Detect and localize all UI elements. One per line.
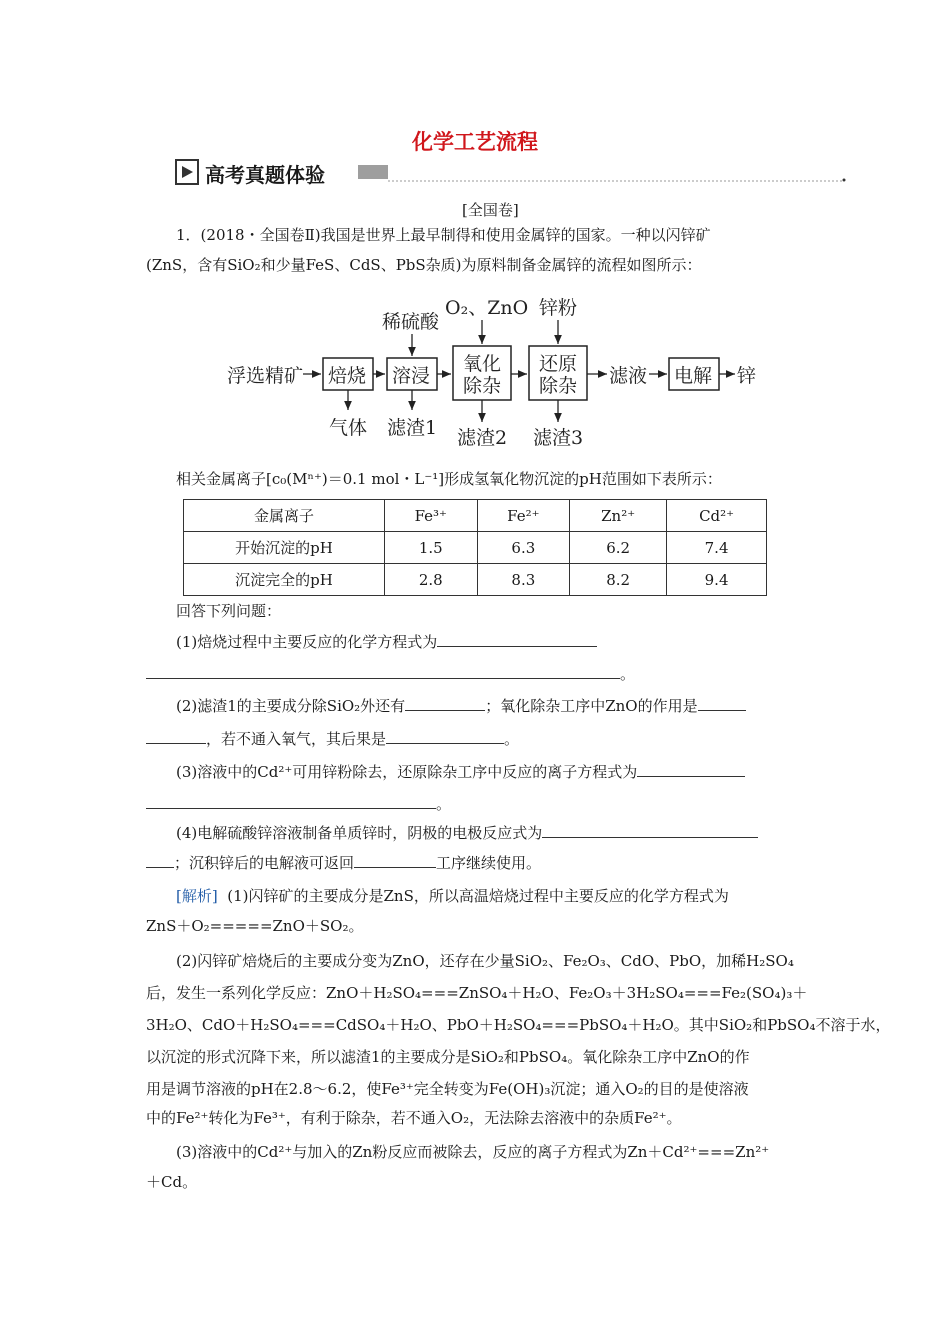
answer-blank[interactable] [146,664,620,679]
section-header [175,158,847,188]
table-cell: 8.2 [570,564,667,596]
sub-question-4-cont [146,853,541,873]
ion-ph-table [183,499,767,596]
answer-blank[interactable] [405,696,485,711]
flow-input-o2: O₂、ZnO [445,297,529,319]
answer-blank[interactable] [542,823,758,838]
flow-input-zn: 锌粉 [539,297,578,319]
analysis-line-2: ZnS＋O₂=====ZnO＋SO₂。 [146,917,364,935]
answer-blank[interactable] [146,794,436,809]
volume-label: [全国卷] [462,201,519,219]
answer-prompt: 回答下列问题： [176,602,282,620]
flow-input-acid: 稀硫酸 [382,311,440,333]
sub1-text: (1)焙烧过程中主要反应的化学方程式为 [176,633,438,651]
flow-electro: 电解 [674,365,713,387]
section-title: 高考真题体验 [205,163,325,187]
table-cell: 沉淀完全的pH [184,564,385,596]
table-row [184,564,767,596]
table-header-cell: Fe²⁺ [477,500,570,532]
page-title: 化学工艺流程 [412,130,538,154]
table-cell: 6.3 [477,532,570,564]
flow-out-r3: 滤渣3 [533,427,584,449]
answer-blank[interactable] [386,729,504,744]
sub2-end: 。 [504,730,520,748]
sub4-text-a: (4)电解硫酸锌溶液制备单质锌时，阴极的电极反应式为 [176,824,543,842]
sub3-text: (3)溶液中的Cd²⁺可用锌粉除去，还原除杂工序中反应的离子方程式为 [176,763,638,781]
answer-blank[interactable] [437,632,597,647]
sub2-text-a: (2)滤渣1的主要成分除SiO₂外还有 [176,697,406,715]
analysis-line-1 [176,886,729,906]
analysis-p2-line: 3H₂O、CdO＋H₂SO₄===CdSO₄＋H₂O、PbO＋H₂SO₄===PbSO₄＋H₂O。其中SiO₂和PbSO₄不溶于水， [146,1016,891,1034]
table-cell: 开始沉淀的pH [184,532,385,564]
sub-question-4 [176,823,758,843]
analysis-p2-line: 用是调节溶液的pH在2.8～6.2，使Fe³⁺完全转变为Fe(OH)₃沉淀；通入O₂的目的是使溶液 [146,1080,749,1098]
sub-question-1 [176,632,597,652]
flow-oxid-2: 除杂 [463,375,502,397]
table-cell: 2.8 [385,564,478,596]
flow-filtrate: 滤液 [609,365,648,387]
table-header-cell: Zn²⁺ [570,500,667,532]
question-line-1: 1．(2018・全国卷Ⅱ)我国是世界上最早制得和使用金属锌的国家。一种以闪锌矿 [176,226,711,244]
flow-reduce-2: 除杂 [539,375,578,397]
sub-question-2 [176,696,746,716]
question-line-2: (ZnS，含有SiO₂和少量FeS、CdS、PbS杂质)为原料制备金属锌的流程如图所示： [146,256,702,274]
table-header-cell: Cd²⁺ [667,500,767,532]
table-header-cell: 金属离子 [184,500,385,532]
flow-start: 浮选精矿 [227,365,304,387]
flow-leach: 溶浸 [392,365,431,387]
analysis-p3-line: ＋Cd。 [146,1173,198,1191]
table-row [184,532,767,564]
flow-out-r2: 滤渣2 [457,427,508,449]
analysis-p2-line: 以沉淀的形式沉降下来，所以滤渣1的主要成分是SiO₂和PbSO₄。氧化除杂工序中ZnO的作 [146,1048,750,1066]
table-cell: 8.3 [477,564,570,596]
sub4-text-b: ；沉积锌后的电解液可返回 [174,854,355,872]
table-cell: 7.4 [667,532,767,564]
answer-blank[interactable] [354,853,436,868]
table-cell: 6.2 [570,532,667,564]
flow-product: 锌 [737,365,757,387]
flow-out-r1: 滤渣1 [387,417,438,439]
flow-oxid-1: 氧化 [463,353,502,375]
flow-roast: 焙烧 [328,365,367,387]
sub-question-3 [176,762,745,782]
flow-reduce-1: 还原 [539,353,578,375]
analysis-tag: [解析] [176,887,218,905]
answer-blank[interactable] [698,696,746,711]
table-cell: 9.4 [667,564,767,596]
analysis-text: (1)闪锌矿的主要成分是ZnS，所以高温焙烧过程中主要反应的化学方程式为 [227,887,729,905]
table-cell: 1.5 [385,532,478,564]
analysis-p2-line: 中的Fe²⁺转化为Fe³⁺，有利于除杂，若不通入O₂，无法除去溶液中的杂质Fe²⁺。 [146,1109,682,1127]
table-header-cell: Fe³⁺ [385,500,478,532]
sub4-text-c: 工序继续使用。 [436,854,542,872]
table-intro: 相关金属离子[c₀(Mⁿ⁺)＝0.1 mol・L⁻¹]形成氢氧化物沉淀的pH范围如下表所示： [176,470,722,488]
sub2-text-c: ，若不通入氧气，其后果是 [206,730,387,748]
analysis-p2-line: 后，发生一系列化学反应：ZnO＋H₂SO₄===ZnSO₄＋H₂O、Fe₂O₃＋3H₂SO₄===Fe₂(SO₄)₃＋ [146,984,808,1002]
answer-blank[interactable] [146,729,206,744]
flow-out-gas: 气体 [329,417,368,439]
sub-question-3-cont [146,794,451,814]
flow-diagram [215,284,775,452]
analysis-p2-line: (2)闪锌矿焙烧后的主要成分变为ZnO，还存在少量SiO₂、Fe₂O₃、CdO、PbO，加稀H₂SO₄ [176,952,794,970]
sub3-end: 。 [436,795,452,813]
table-header-row [184,500,767,532]
answer-blank[interactable] [146,853,174,868]
analysis-p3-line: (3)溶液中的Cd²⁺与加入的Zn粉反应而被除去，反应的离子方程式为Zn＋Cd²⁺===Zn²⁺ [176,1143,770,1161]
sub-question-2-cont [146,729,519,749]
sub-question-1-cont [146,664,635,684]
sub1-end: 。 [620,665,636,683]
answer-blank[interactable] [637,762,745,777]
sub2-text-b: ；氧化除杂工序中ZnO的作用是 [485,697,698,715]
